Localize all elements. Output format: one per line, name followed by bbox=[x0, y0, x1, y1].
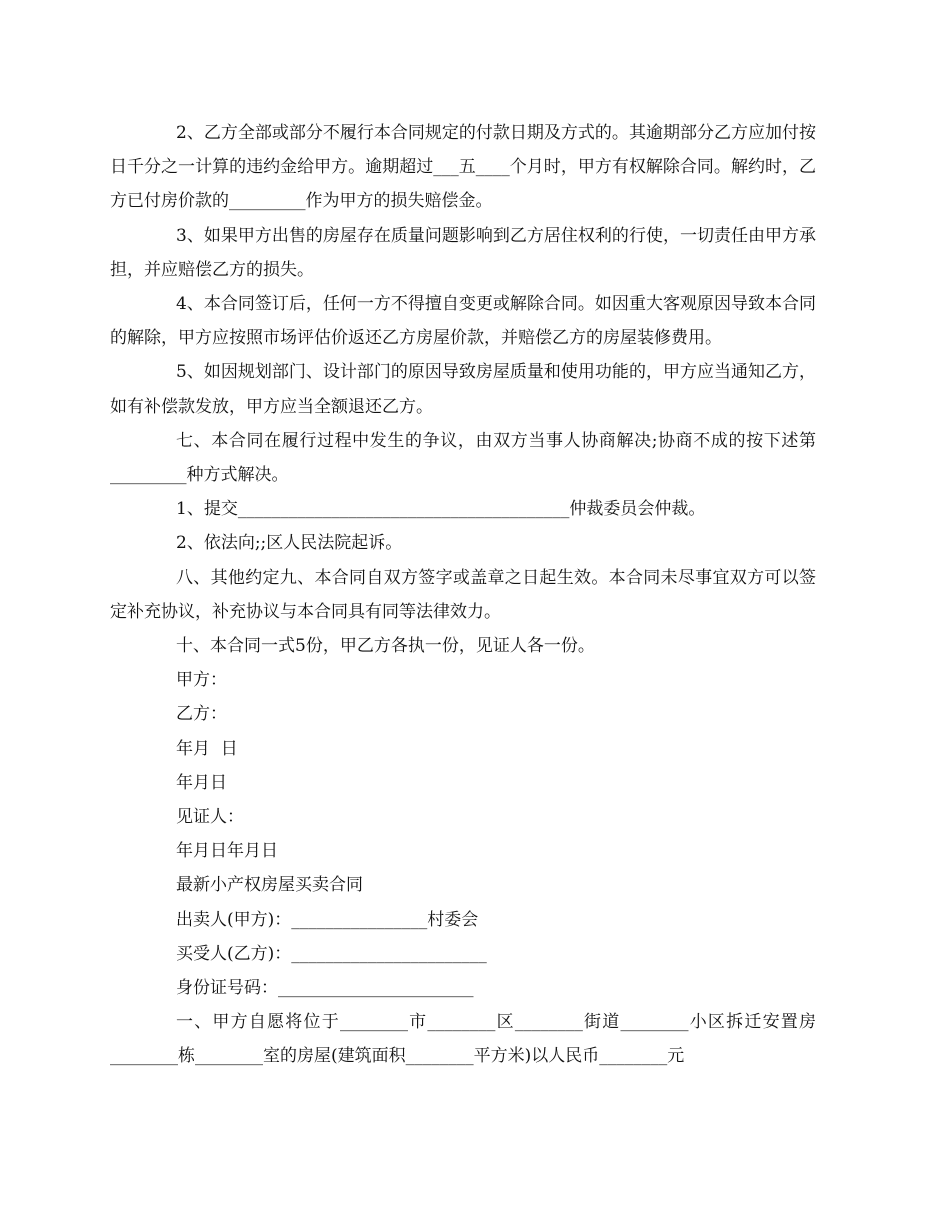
party-b-label: 乙方： bbox=[176, 704, 227, 725]
party-a-label: 甲方： bbox=[176, 670, 227, 691]
clause-litigation: 2、依法向;;区人民法院起诉。 bbox=[176, 533, 403, 554]
seller-field: 出卖人(甲方)：________________村委会 bbox=[176, 909, 479, 930]
contract-body bbox=[110, 116, 816, 1074]
date-line: 年月 日 bbox=[176, 738, 238, 759]
clause-planning-compensation: 5、如因规划部门、设计部门的原因导致房屋质量和使用功能的，甲方应当通知乙方，如有补偿款发放，甲方应当全额退还乙方。 bbox=[110, 362, 816, 417]
section-title: 最新小产权房屋买卖合同 bbox=[176, 875, 363, 896]
date-line: 年月日 bbox=[176, 772, 227, 793]
clause-dispute-resolution: 七、本合同在履行过程中发生的争议，由双方当事人协商解决;协商不成的按下述第_________种方式解决。 bbox=[110, 430, 816, 486]
clause-quality-liability: 3、如果甲方出售的房屋存在质量问题影响到乙方居住权利的行使，一切责任由甲方承担，并应赔偿乙方的损失。 bbox=[110, 225, 816, 280]
date-line: 年月日年月日 bbox=[176, 841, 278, 862]
clause-arbitration: 1、提交_______________________________________仲裁委员会仲裁。 bbox=[176, 499, 706, 520]
clause-copies: 十、本合同一式5份，甲乙方各执一份，见证人各一份。 bbox=[176, 636, 595, 657]
buyer-field: 买受人(乙方)：_______________________ bbox=[176, 943, 487, 964]
clause-payment-default: 2、乙方全部或部分不履行本合同规定的付款日期及方式的。其逾期部分乙方应加付按日千分之一计算的违约金给甲方。逾期超过___五____个月时，甲方有权解除合同。解约时，乙方已付房价款的_________作为甲方的损失赔偿金。 bbox=[110, 123, 816, 212]
clause-other-effective: 八、其他约定九、本合同自双方签字或盖章之日起生效。本合同未尽事宜双方可以签定补充协议，补充协议与本合同具有同等法律效力。 bbox=[110, 567, 816, 622]
clause-no-alteration: 4、本合同签订后，任何一方不得擅自变更或解除合同。如因重大客观原因导致本合同的解除，甲方应按照市场评估价返还乙方房屋价款，并赔偿乙方的房屋装修费用。 bbox=[110, 294, 816, 349]
clause-property-sale: 一、甲方自愿将位于________市________区________街道________小区拆迁安置房________栋________室的房屋(建筑面积________平方米)以人民币________元 bbox=[110, 1012, 816, 1067]
witness-label: 见证人： bbox=[176, 807, 244, 828]
id-number-field: 身份证号码：_______________________ bbox=[176, 978, 474, 999]
